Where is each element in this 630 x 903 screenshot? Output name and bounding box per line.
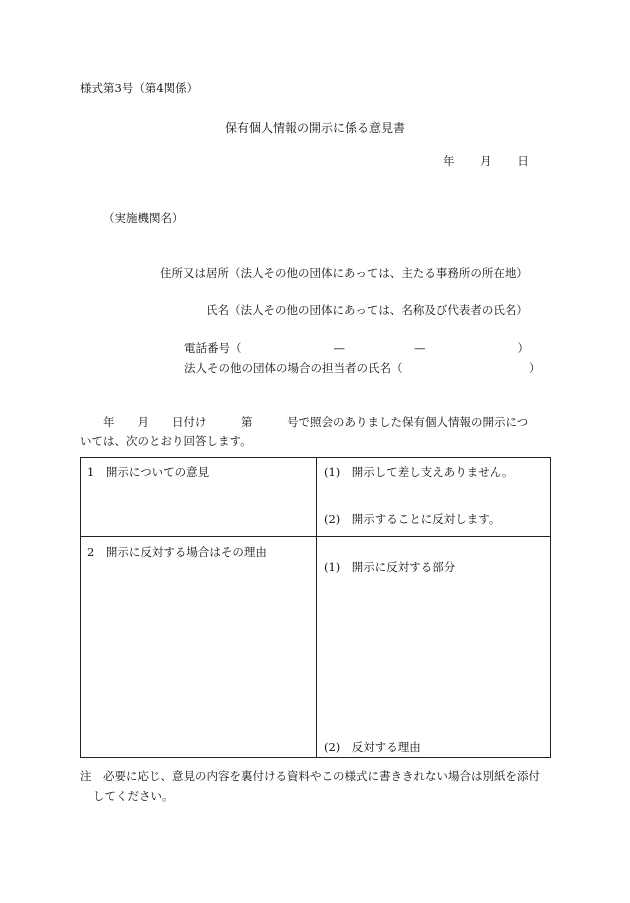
opinion-table [80,457,551,758]
date-year: 年 [443,154,455,168]
contact-person-label: 法人その他の団体の場合の担当者の氏名（ ） [184,361,541,375]
row-1-label: 1 開示についての意見 [87,465,210,479]
row-2-label: 2 開示に反対する場合はその理由 [87,545,267,559]
name-label: 氏名（法人その他の団体にあっては、名称及び代表者の氏名） [206,303,528,317]
note-line-1: 注 必要に応じ、意見の内容を裏付ける資料やこの様式に書ききれない場合は別紙を添付 [80,769,540,783]
objection-reason-label: (2) 反対する理由 [324,740,421,754]
document-title: 保有個人情報の開示に係る意見書 [224,121,405,135]
option-objection: (2) 開示することに反対します。 [324,512,501,526]
table-column-divider [316,458,317,757]
body-text-line-1: 年 月 日付け 第 号で照会のありました保有個人情報の開示につ [80,415,529,429]
date-line [443,156,529,168]
note-line-2: してください。 [93,789,174,803]
form-number: 様式第3号（第4関係） [80,81,199,95]
table-row-divider [81,536,550,537]
agency-name: （実施機関名） [103,211,184,225]
phone-label: 電話番号（ — — ） [184,341,529,355]
option-no-objection: (1) 開示して差し支えありません。 [324,465,514,479]
date-day: 日 [517,154,529,168]
body-text-line-2: いては、次のとおり回答します。 [80,434,252,448]
date-month: 月 [480,154,492,168]
objected-portion-label: (1) 開示に反対する部分 [324,560,456,574]
address-label: 住所又は居所（法人その他の団体にあっては、主たる事務所の所在地） [160,266,528,280]
